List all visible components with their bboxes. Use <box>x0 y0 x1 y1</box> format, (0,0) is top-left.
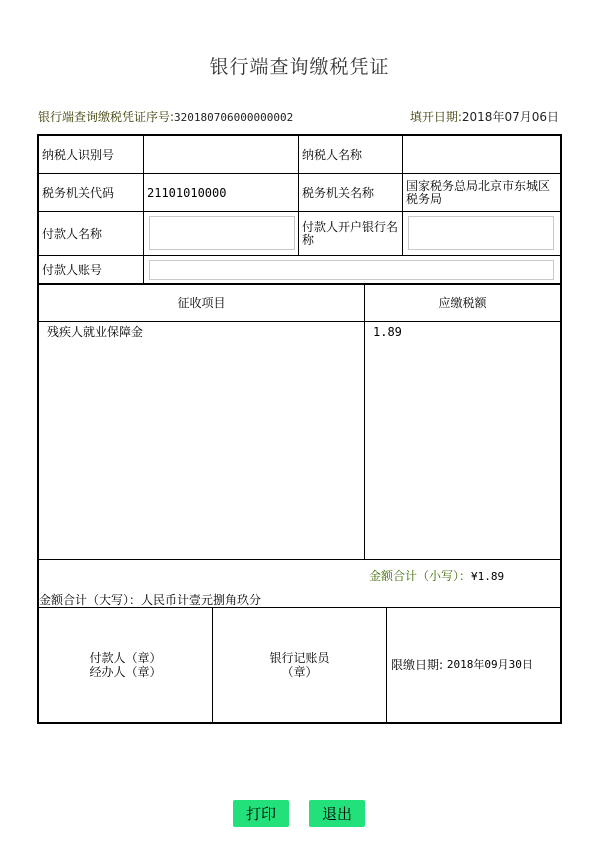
payer-bank-cell <box>403 212 560 256</box>
serial-value: 320180706000000002 <box>174 111 294 124</box>
total-small <box>369 567 504 584</box>
print-button[interactable]: 打印 <box>233 800 289 827</box>
column-header-item: 征收项目 <box>39 284 365 322</box>
payer-bank-label: 付款人开户银行名称 <box>299 212 403 256</box>
bank-clerk-cell <box>213 608 387 722</box>
tax-voucher-form <box>37 134 562 724</box>
tax-office-code-value: 21101010000 <box>144 174 299 212</box>
fill-date <box>410 108 559 125</box>
total-small-label: 金额合计（小写）： <box>369 569 472 583</box>
column-header-amount: 应缴税额 <box>365 284 560 322</box>
payer-account-label: 付款人账号 <box>39 256 144 284</box>
taxpayer-id-label: 纳税人识别号 <box>39 136 144 174</box>
handler-seal-label: 经办人（章） <box>89 665 162 679</box>
fill-date-value: 2018年07月06日 <box>461 110 559 124</box>
payer-name-input[interactable] <box>149 216 295 250</box>
total-big <box>39 591 261 608</box>
payer-account-input[interactable] <box>149 260 554 280</box>
serial-label: 银行端查询缴税凭证序号: <box>38 110 175 124</box>
total-small-value: ¥1.89 <box>471 570 505 583</box>
taxpayer-name-value <box>403 136 560 174</box>
page-title: 银行端查询缴税凭证 <box>209 56 390 78</box>
deadline-label: 限缴日期: <box>391 658 444 672</box>
total-big-label: 金额合计（大写）： <box>39 593 142 607</box>
deadline-value: 2018年09月30日 <box>446 658 533 671</box>
taxpayer-id-value <box>144 136 299 174</box>
deadline-cell <box>387 608 560 722</box>
tax-office-code-label: 税务机关代码 <box>39 174 144 212</box>
payer-signature-cell <box>39 608 213 722</box>
payer-account-cell <box>144 256 560 284</box>
payer-bank-input[interactable] <box>408 216 554 250</box>
amount-value: 1.89 <box>373 325 402 339</box>
bank-clerk-seal: （章） <box>281 665 318 679</box>
bank-clerk-label: 银行记账员 <box>269 651 330 665</box>
payer-seal-label: 付款人（章） <box>89 651 162 665</box>
exit-button[interactable]: 退出 <box>309 800 365 827</box>
payer-name-label: 付款人名称 <box>39 212 144 256</box>
total-big-value: 人民币计壹元捌角玖分 <box>141 593 262 607</box>
amount-cell <box>365 322 560 560</box>
serial-number <box>38 108 293 125</box>
tax-office-name-label: 税务机关名称 <box>299 174 403 212</box>
item-value: 残疾人就业保障金 <box>47 325 144 339</box>
tax-office-name-value: 国家税务总局北京市东城区税务局 <box>403 174 560 212</box>
item-cell <box>39 322 365 560</box>
taxpayer-name-label: 纳税人名称 <box>299 136 403 174</box>
payer-name-cell <box>144 212 299 256</box>
fill-date-label: 填开日期: <box>409 110 462 124</box>
